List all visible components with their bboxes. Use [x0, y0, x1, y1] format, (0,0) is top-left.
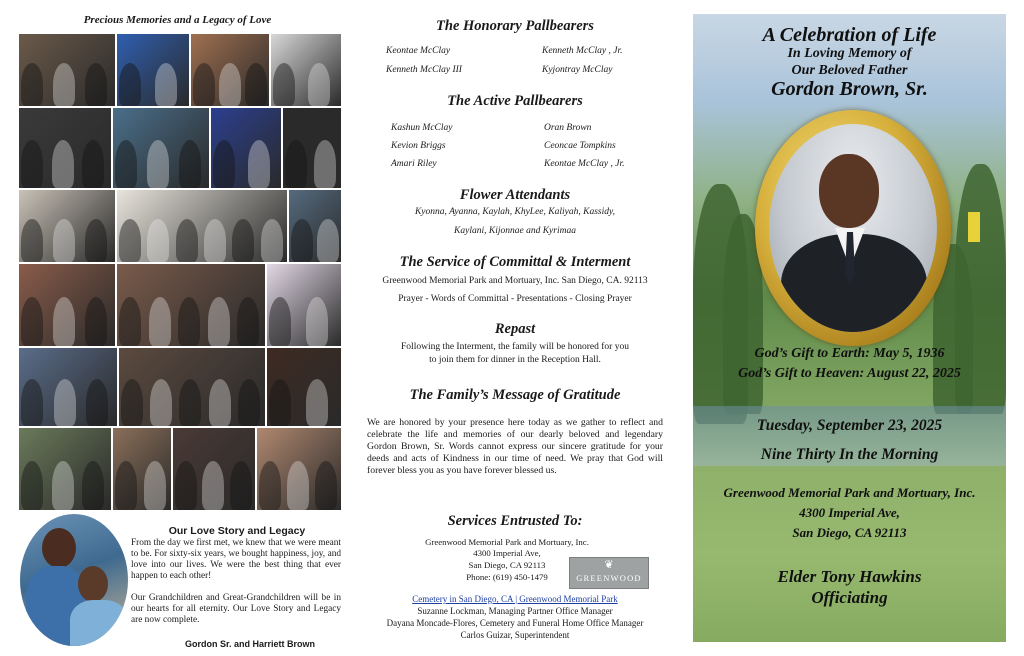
couple-photo — [20, 514, 128, 646]
portrait-photo — [769, 124, 937, 332]
cover-subtitle: Our Beloved Father — [791, 63, 908, 78]
active-name: Keontae McClay , Jr. — [544, 159, 625, 169]
officiant-role: Officiating — [811, 588, 888, 607]
active-name: Kashun McClay — [391, 123, 453, 133]
story-title: Our Love Story and Legacy — [168, 525, 306, 537]
family-photo — [283, 108, 341, 188]
family-photo — [19, 264, 115, 346]
flower-attendants-heading: Flower Attendants — [459, 187, 571, 203]
venue-address: 4300 Imperial Ave, — [799, 505, 900, 520]
family-photo — [113, 108, 209, 188]
honorary-name: Kyjontray McClay — [542, 65, 613, 75]
portrait-frame — [755, 110, 951, 346]
honorary-pallbearers-heading: The Honorary Pallbearers — [436, 18, 594, 34]
family-photo — [19, 348, 117, 426]
officiant-name: Elder Tony Hawkins — [777, 567, 922, 586]
service-date: Tuesday, September 23, 2025 — [756, 417, 943, 434]
family-photo — [211, 108, 281, 188]
flower-attendants-line-1: Kyonna, Ayanna, Kaylah, KhyLee, Kaliyah, Kassidy, — [414, 207, 616, 217]
active-name: Ceoncae Tompkins — [544, 141, 616, 151]
honorary-name: Kenneth McClay III — [386, 65, 462, 75]
cover-subtitle: In Loving Memory of — [787, 46, 912, 61]
golf-flag — [968, 212, 980, 242]
family-photo — [19, 428, 111, 510]
cover-title: A Celebration of Life — [762, 24, 937, 46]
death-date: God’s Gift to Heaven: August 22, 2025 — [738, 366, 961, 381]
logo-text: GREENWOOD — [576, 573, 642, 583]
cover-panel — [693, 14, 1006, 642]
birth-date: God’s Gift to Earth: May 5, 1936 — [754, 346, 945, 361]
honorary-name: Kenneth McClay , Jr. — [542, 46, 623, 56]
active-pallbearers-heading: The Active Pallbearers — [447, 93, 583, 109]
family-photo — [267, 264, 341, 346]
committal-heading: The Service of Committal & Interment — [399, 254, 631, 270]
deceased-name: Gordon Brown, Sr. — [771, 78, 928, 100]
family-photo — [289, 190, 341, 262]
photo-collage — [19, 34, 341, 510]
flower-attendants-line-2: Kaylani, Kijonnae and Kyrimaa — [454, 226, 576, 236]
services-heading: Services Entrusted To: — [447, 513, 583, 529]
family-photo — [191, 34, 269, 106]
staff-line: Dayana Moncade-Flores, Cemetery and Funeral Home Office Manager — [386, 618, 644, 628]
active-name: Oran Brown — [544, 123, 592, 133]
family-photo — [117, 264, 265, 346]
family-photo — [19, 108, 111, 188]
active-name: Amari Riley — [391, 159, 437, 169]
family-photo — [19, 190, 115, 262]
middle-panel — [357, 0, 673, 656]
family-photo — [19, 34, 115, 106]
honorary-name: Keontae McClay — [386, 46, 451, 56]
family-photo — [117, 190, 287, 262]
services-line: Phone: (619) 450-1479 — [466, 572, 548, 582]
left-panel — [0, 0, 355, 656]
cemetery-link[interactable]: Cemetery in San Diego, CA | Greenwood Memorial Park — [412, 594, 618, 604]
service-time: Nine Thirty In the Morning — [760, 446, 939, 463]
repast-line-2: to join them for dinner in the Reception Hall. — [429, 355, 601, 365]
family-photo — [257, 428, 341, 510]
family-photo — [267, 348, 341, 426]
gratitude-heading: The Family’s Message of Gratitude — [409, 387, 621, 403]
active-name: Kevion Briggs — [391, 141, 446, 151]
services-line: Greenwood Memorial Park and Mortuary, Inc. — [425, 537, 589, 547]
services-line: 4300 Imperial Ave, — [473, 548, 541, 558]
committal-order: Prayer - Words of Committal - Presentations - Closing Prayer — [398, 294, 632, 304]
family-photo — [119, 348, 265, 426]
committal-place: Greenwood Memorial Park and Mortuary, Inc. San Diego, CA. 92113 — [382, 276, 648, 286]
staff-line: Carlos Guizar, Superintendent — [460, 630, 570, 640]
family-photo — [271, 34, 341, 106]
repast-line-1: Following the Interment, the family will be honored for you — [401, 342, 629, 352]
services-line: San Diego, CA 92113 — [468, 560, 546, 570]
couple-caption: Gordon Sr. and Harriett Brown — [184, 639, 315, 649]
repast-heading: Repast — [494, 321, 536, 337]
leaf-icon: ❦ — [604, 559, 614, 571]
story-paragraph-1: From the day we first met, we knew that we were meant to be. For sixty-six years, we bought happiness, joy, and love into our lives. We were the best thing that ever happen to each other! — [131, 538, 341, 581]
collage-title: Precious Memories and a Legacy of Love — [83, 14, 272, 26]
venue-name: Greenwood Memorial Park and Mortuary, Inc. — [723, 485, 976, 500]
staff-line: Suzanne Lockman, Managing Partner Office Manager — [417, 606, 613, 616]
gratitude-message: We are honored by your presence here today as we gather to reflect and celebrate the life and memories of our dearly beloved and legendary Gordon Brown, Sr. Words cannot express our sincere gratitude for your deeds and acts of Kindness in our time of need. We pray that God will forever bless you as you have forever blessed us. — [367, 417, 663, 476]
greenwood-logo — [569, 557, 649, 589]
family-photo — [113, 428, 171, 510]
story-paragraph-2: Our Grandchildren and Great-Grandchildren will be in our hearts for all eternity. Our Love Story and Legacy are now complete. — [131, 593, 341, 625]
family-photo — [173, 428, 255, 510]
family-photo — [117, 34, 189, 106]
venue-city: San Diego, CA 92113 — [792, 525, 907, 540]
